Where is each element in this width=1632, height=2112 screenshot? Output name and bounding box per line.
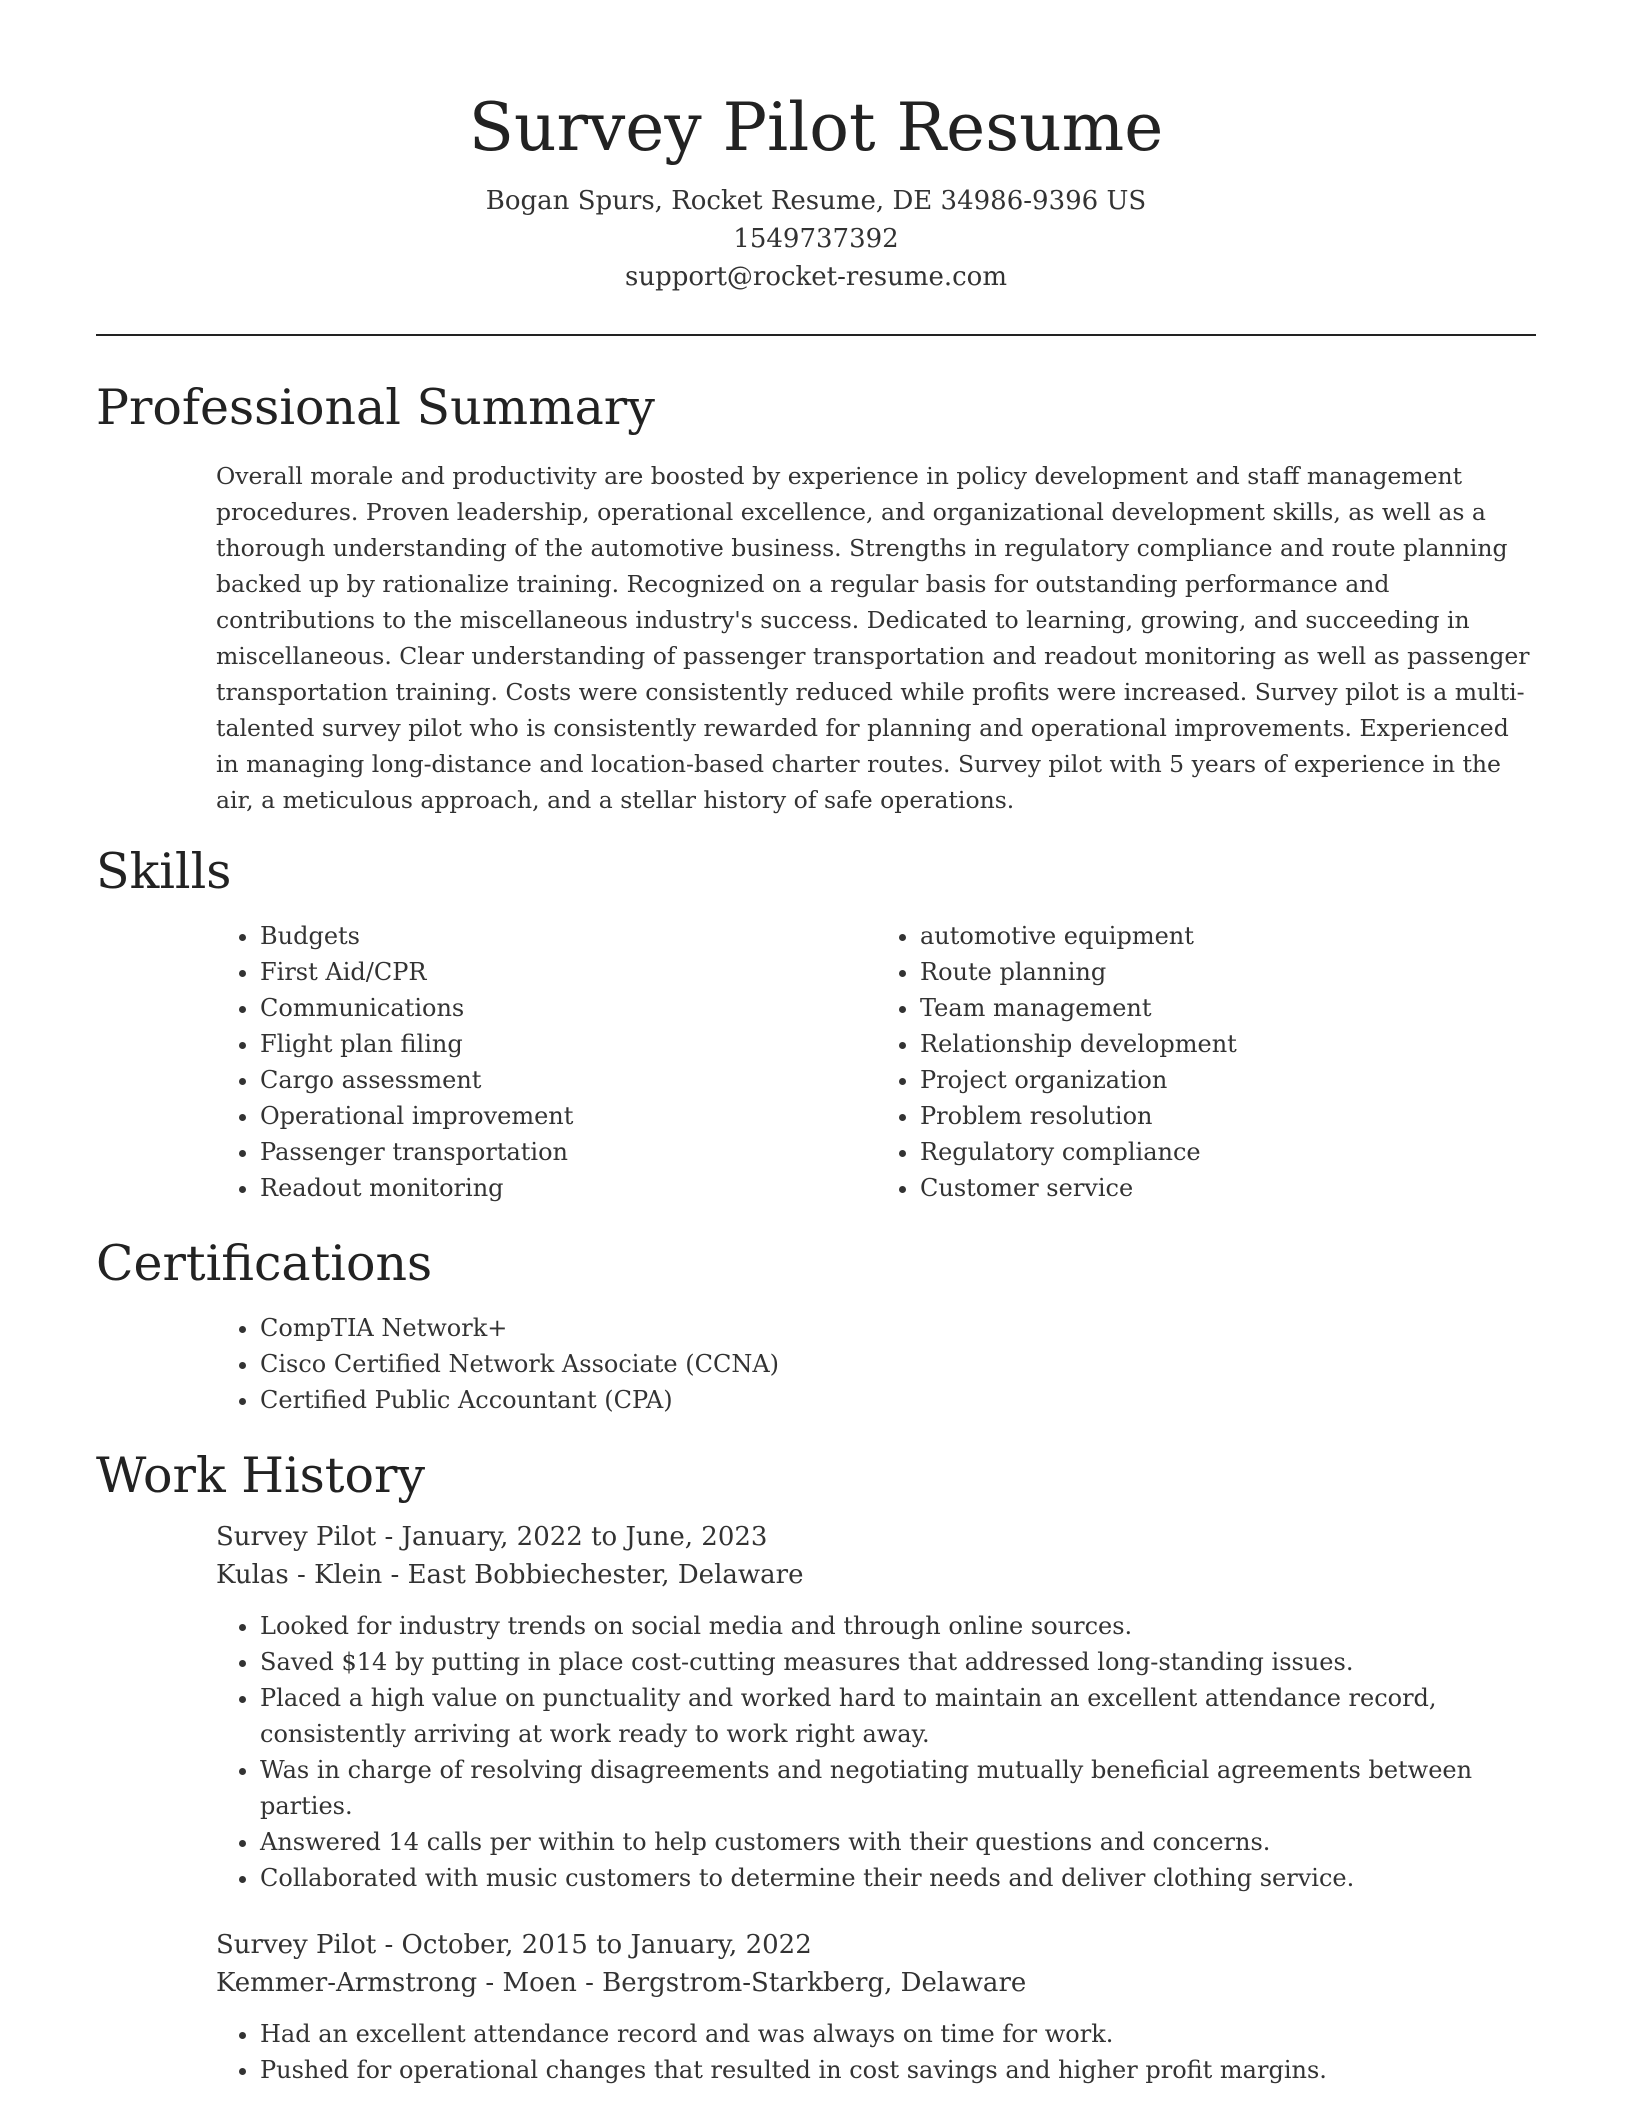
skill-item: • Route planning <box>920 954 1536 990</box>
job-bullet: • Collaborated with music customers to determine their needs and deliver clothing service. <box>260 1860 1536 1896</box>
contact-email: support@rocket-resume.com <box>624 262 1007 292</box>
contact-phone: 1549737392 <box>733 224 899 254</box>
job-entry <box>216 1926 1536 2002</box>
resume-title: Survey Pilot Resume <box>468 89 1164 166</box>
section-title-work-history: Work History <box>96 1447 426 1504</box>
job-company-line: Kulas - Klein - East Bobbiechester, Delaware <box>216 1560 804 1590</box>
skill-item: • Problem resolution <box>920 1098 1536 1134</box>
job-bullet: • Placed a high value on punctuality and worked hard to maintain an excellent attendance record, consistently arriving at work ready to work right away. <box>260 1680 1536 1752</box>
resume-header <box>96 0 1536 296</box>
skill-item: • Customer service <box>920 1170 1536 1206</box>
skill-item: • First Aid/CPR <box>260 954 876 990</box>
job-role-line: Survey Pilot - October, 2015 to January, 2022 <box>216 1930 812 1960</box>
job-bullets <box>216 2016 1536 2088</box>
skill-item: • Budgets <box>260 918 876 954</box>
resume-page <box>96 0 1536 2088</box>
header-divider <box>96 334 1536 336</box>
job-role-line: Survey Pilot - January, 2022 to June, 2023 <box>216 1522 768 1552</box>
summary-text: Overall morale and productivity are boosted by experience in policy development and staff management procedures. Proven leadership, operational excellence, and organizational development skills, as well as a thorough understanding of the automotive business. Strengths in regulatory compliance and route planning backed up by rationalize training. Recognized on a regular basis for outstanding performance and contributions to the miscellaneous industry's success. Dedicated to learning, growing, and succeeding in miscellaneous. Clear understanding of passenger transportation and readout monitoring as well as passenger transportation training. Costs were consistently reduced while profits were increased. Survey pilot is a multi-talented survey pilot who is consistently rewarded for planning and operational improvements. Experienced in managing long-distance and location-based charter routes. Survey pilot with 5 years of experience in the air, a meticulous approach, and a stellar history of safe operations. <box>216 462 1530 814</box>
skill-item: • Operational improvement <box>260 1098 876 1134</box>
section-title-certifications: Certifications <box>96 1235 433 1292</box>
certification-item: • CompTIA Network+ <box>260 1310 1536 1346</box>
contact-block <box>96 182 1536 296</box>
skills-list-left <box>216 918 876 1206</box>
skill-item: • Regulatory compliance <box>920 1134 1536 1170</box>
skill-item: • Communications <box>260 990 876 1026</box>
skills-list-right <box>876 918 1536 1206</box>
job-bullet: • Saved $14 by putting in place cost-cutting measures that addressed long-standing issues. <box>260 1644 1536 1680</box>
skill-item: • Cargo assessment <box>260 1062 876 1098</box>
contact-address: Bogan Spurs, Rocket Resume, DE 34986-9396 US <box>485 186 1147 216</box>
job-bullet: • Was in charge of resolving disagreements and negotiating mutually beneficial agreements between parties. <box>260 1752 1536 1824</box>
certifications-list <box>216 1310 1536 1418</box>
skill-item: • automotive equipment <box>920 918 1536 954</box>
job-bullets <box>216 1608 1536 1896</box>
job-bullet: • Looked for industry trends on social media and through online sources. <box>260 1608 1536 1644</box>
section-title-summary: Professional Summary <box>96 379 655 436</box>
skill-item: • Relationship development <box>920 1026 1536 1062</box>
section-title-skills: Skills <box>96 843 232 900</box>
skill-item: • Flight plan filing <box>260 1026 876 1062</box>
job-bullet: • Had an excellent attendance record and was always on time for work. <box>260 2016 1536 2052</box>
job-company-line: Kemmer-Armstrong - Moen - Bergstrom-Starkberg, Delaware <box>216 1968 1027 1998</box>
skill-item: • Project organization <box>920 1062 1536 1098</box>
skill-item: • Readout monitoring <box>260 1170 876 1206</box>
skills-columns <box>216 918 1536 1206</box>
skill-item: • Passenger transportation <box>260 1134 876 1170</box>
skill-item: • Team management <box>920 990 1536 1026</box>
certification-item: • Cisco Certified Network Associate (CCNA) <box>260 1346 1536 1382</box>
certification-item: • Certified Public Accountant (CPA) <box>260 1382 1536 1418</box>
job-entry <box>216 1518 1536 1594</box>
job-bullet: • Answered 14 calls per within to help customers with their questions and concerns. <box>260 1824 1536 1860</box>
job-bullet: • Pushed for operational changes that resulted in cost savings and higher profit margins. <box>260 2052 1536 2088</box>
